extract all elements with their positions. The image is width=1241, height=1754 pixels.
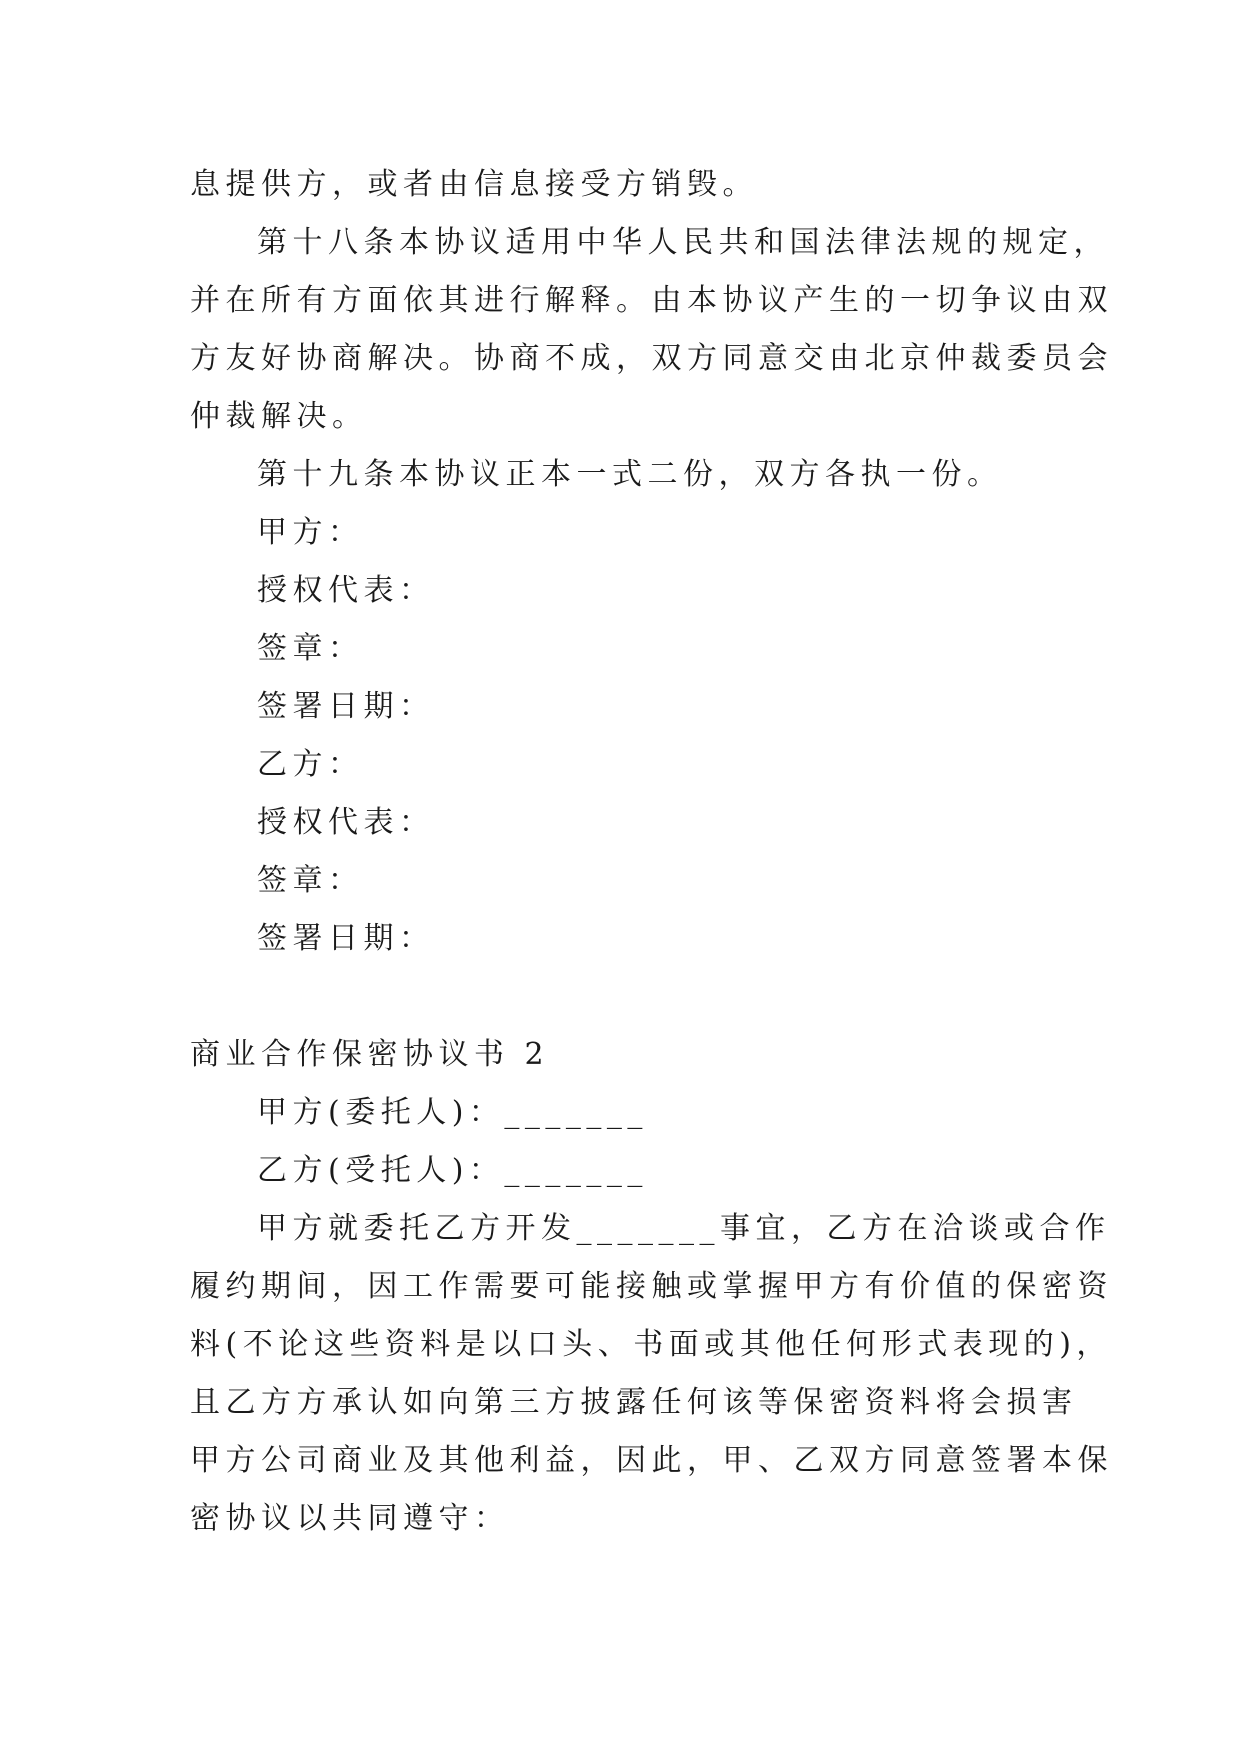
- party-b-label: 乙方：: [257, 747, 364, 782]
- article-19-line: 第十九条本协议正本一式二份，双方各执一份。: [257, 457, 1003, 492]
- party-b-seal-label: 签章：: [257, 863, 364, 898]
- continuation-line: 息提供方，或者由信息接受方销毁。: [190, 167, 758, 202]
- preamble-line: 履约期间，因工作需要可能接触或掌握甲方有价值的保密资: [190, 1269, 1113, 1304]
- preamble-line: 料(不论这些资料是以口头、书面或其他任何形式表现的)，: [190, 1327, 1112, 1362]
- article-18-line: 第十八条本协议适用中华人民共和国法律法规的规定，: [257, 225, 1109, 260]
- article-18-line: 仲裁解决。: [190, 399, 368, 434]
- party-a-representative-label: 授权代表：: [257, 573, 435, 608]
- party-b-date-label: 签署日期：: [257, 921, 435, 956]
- party-a-seal-label: 签章：: [257, 631, 364, 666]
- preamble-line: 密协议以共同遵守：: [190, 1501, 510, 1536]
- party-a-date-label: 签署日期：: [257, 689, 435, 724]
- article-18-line: 并在所有方面依其进行解释。由本协议产生的一切争议由双: [190, 283, 1113, 318]
- preamble-line: 甲方公司商业及其他利益，因此，甲、乙双方同意签署本保: [190, 1443, 1113, 1478]
- party-a-label: 甲方：: [257, 515, 364, 550]
- agreement-2-title: 商业合作保密协议书 2: [190, 1037, 550, 1072]
- agreement-2-party-a: 甲方(委托人)：_______: [257, 1095, 648, 1130]
- party-b-representative-label: 授权代表：: [257, 805, 435, 840]
- article-18-line: 方友好协商解决。协商不成，双方同意交由北京仲裁委员会: [190, 341, 1113, 376]
- agreement-2-party-b: 乙方(受托人)：_______: [257, 1153, 648, 1188]
- preamble-line: 甲方就委托乙方开发_______事宜，乙方在洽谈或合作: [257, 1211, 1111, 1246]
- preamble-line: 且乙方方承认如向第三方披露任何该等保密资料将会损害: [190, 1385, 1078, 1420]
